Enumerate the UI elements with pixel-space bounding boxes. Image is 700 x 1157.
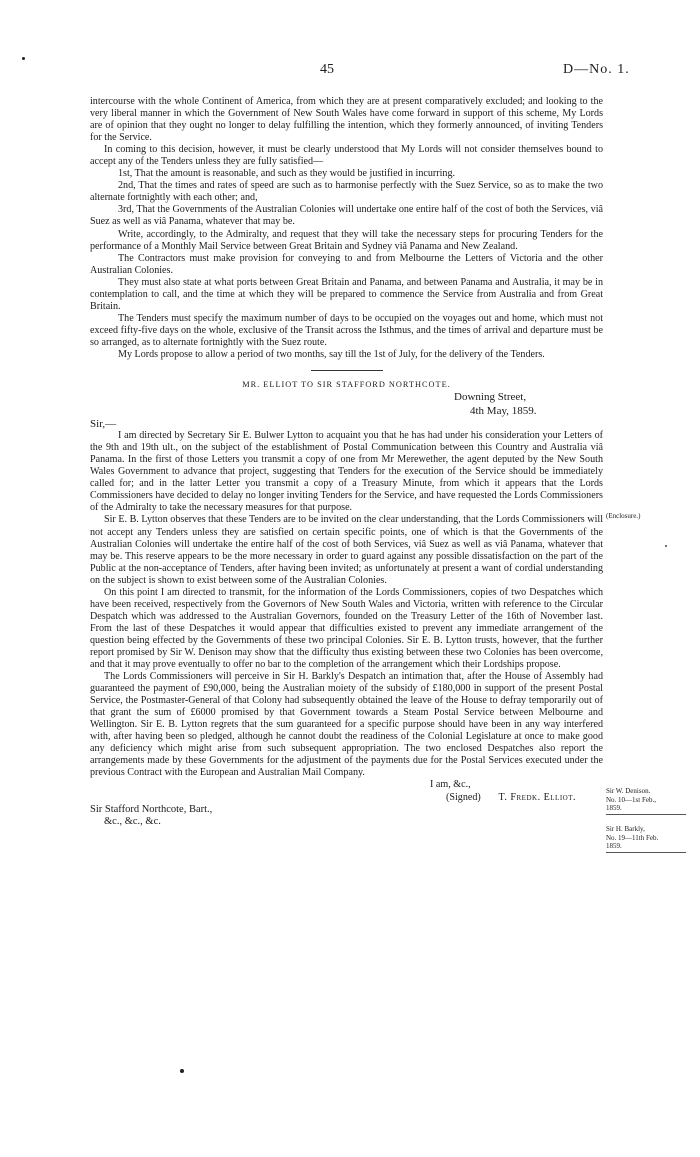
margin-note-barkly	[606, 825, 694, 854]
paragraph: They must also state at what ports between Great Britain and Panama, and between Panama and Australia, it may be in contemplation to call, and the time at which they will be prepared to commence the Service from Australia and from Great Britain.	[90, 276, 603, 312]
condition-item: 3rd, That the Governments of the Australian Colonies will undertake one entire half of the cost of both the Services, viâ Suez as well as viâ Panama, whatever that may be.	[90, 204, 603, 228]
page-header	[0, 62, 700, 82]
print-speck	[665, 545, 667, 547]
signed-label: (Signed)	[446, 791, 481, 803]
letter-signature-line	[90, 792, 603, 804]
letter-addressee: Sir Stafford Northcote, Bart.,	[90, 803, 213, 815]
page-body	[90, 96, 603, 828]
margin-denison-ref: No. 10—1st Feb.,	[606, 795, 656, 804]
letter-paragraph: On this point I am directed to transmit, for the information of the Lords Commissioners, copies of two Despatches which have been received, respectively from the Governors of New South Wales and Victoria, written with reference to the Circular Despatch which was addressed to the Australian Governors, founded on the Treasury Letter of the 16th of November last. From the last of these Despatches it would appear that difficulties existed to prevent any immediate arrangement of the question being effected by the Governments of these two principal Colonies. Sir E. B. Lytton trusts, however, that the further report promised by Sir W. Denison may show that the difficulty thus existing between these two Colonies has been overcome, and that it may prove eventually to offer no bar to the completion of the arrangement which their Lordships propose.	[90, 586, 603, 671]
print-speck	[22, 57, 25, 60]
letter-addressee-etc: &c., &c., &c.	[104, 815, 161, 827]
paragraph: My Lords propose to allow a period of two months, say till the 1st of July, for the delivery of the Tenders.	[118, 348, 545, 360]
margin-rule	[606, 852, 686, 853]
margin-barkly-ref: No. 19—11th Feb.	[606, 833, 659, 842]
margin-barkly-year: 1859.	[606, 842, 622, 850]
letter-paragraph: Sir E. B. Lytton observes that these Tenders are to be invited on the clear understanding, that the Lords Commissioners will not accept any Tenders unless they are satisfied on certain specific points, one of which is that the Governments of the Australian Colonies will undertake the entire half of the cost of both Services, viâ Suez as well as viâ Panama, whatever that may be. This reserve appears to be the more necessary in order to guard against any possible dissatisfaction on the part of the Public at the non-acceptance of Tenders, after having been invited; as unfortunately at present a want of cordial understanding on the subject is shown to exist between some of the Australian Colonies.	[90, 514, 603, 586]
section-divider	[311, 370, 383, 371]
margin-note-denison	[606, 787, 694, 816]
margin-denison-name: Sir W. Denison.	[606, 787, 651, 795]
document-reference: D—No. 1.	[563, 62, 630, 77]
letter-place: Downing Street,	[454, 391, 527, 404]
margin-rule	[606, 814, 686, 815]
letter-paragraph: I am directed by Secretary Sir E. Bulwer Lytton to acquaint you that he has had under his consideration your Letters of the 9th and 19th ult., on the subject of the establishment of Postal Communication between this Country and Australia viâ Panama. In the first of those Letters you transmit a copy of one from Mr Merewether, the agent deputed by the New South Wales Government to advance that project, suggesting that Tenders for the execution of the Service should be immediately called for; and in the latter Letter you transmit a copy of a Treasury Minute, from which it appears that the Lords Commissioners have decided to delay no longer inviting Tenders for the Service, and have requested the Lords Commissioners of the Admiralty to take the necessary measures for that purpose.	[90, 430, 603, 514]
margin-denison-year: 1859.	[606, 804, 622, 812]
paragraph: intercourse with the whole Continent of America, from which they are at present comparatively excluded; and looking to the very liberal manner in which the Government of New South Wales have come forward in support of this scheme, My Lords are of opinion that they ought no longer to delay fulfilling the intention, which they formerly announced, of inviting Tenders for the Service.	[90, 96, 603, 144]
condition-item: 1st, That the amount is reasonable, and such as they would be justified in incurring.	[118, 168, 456, 180]
page-number: 45	[320, 62, 334, 77]
letter-paragraph: The Lords Commissioners will perceive in Sir H. Barkly's Despatch an intimation that, after the House of Assembly had guaranteed the payment of £90,000, being the Australian moiety of the subsidy of £180,000 in support of the present Postal Service, the Postmaster-General of that Colony had subsequently obtained the leave of the House to defray temporarily out of that grant the sum of £6000 promised by that Government towards a Steam Postal Service between Melbourne and Wellington. Sir E. B. Lytton regrets that the sum guaranteed for a specific purpose should have been in any way interfered with, after having been so pledged, although he cannot doubt the readiness of the Colonial Legislature at once to make good any deficiency which might arise from such subsequent appropriation. The two enclosed Despatches also report the arrangements made by these Governments for the adjustment of the payments due for the Postal Services executed under the previous Contract with the European and Australian Mail Company.	[90, 671, 603, 779]
paragraph: The Contractors must make provision for conveying to and from Melbourne the Letters of Victoria and the other Australian Colonies.	[90, 252, 603, 276]
margin-note-enclosure	[606, 512, 694, 521]
paragraph: In coming to this decision, however, it must be clearly understood that My Lords will not consider themselves bound to accept any of the Tenders unless they are fully satisfied—	[90, 144, 603, 168]
letter-closing: I am, &c.,	[430, 779, 471, 791]
print-speck	[180, 1069, 184, 1073]
letter-heading: MR. ELLIOT TO SIR STAFFORD NORTHCOTE.	[242, 380, 451, 390]
signatory-name: T. Fredk. Elliot.	[498, 791, 577, 803]
paragraph: Write, accordingly, to the Admiralty, and request that they will take the necessary steps for procuring Tenders for the performance of a Monthly Mail Service between Great Britain and Sydney viâ Panama and New Zealand.	[90, 228, 603, 252]
letter-salutation: Sir,—	[90, 418, 117, 431]
condition-item: 2nd, That the times and rates of speed are such as to harmonise perfectly with the Suez Service, so as to make the two alternate fortnightly with each other; and,	[90, 180, 603, 204]
letter-date: 4th May, 1859.	[470, 404, 537, 417]
paragraph: The Tenders must specify the maximum number of days to be occupied on the voyages out and home, which must not exceed fifty-five days on the whole, exclusive of the Transit across the Isthmus, and the times of arrival and departure must be so arranged, as to alternate fortnightly with the Suez route.	[90, 312, 603, 348]
margin-barkly-name: Sir H. Barkly,	[606, 825, 645, 833]
margin-enclosure-label: (Enclosure.)	[606, 512, 641, 520]
